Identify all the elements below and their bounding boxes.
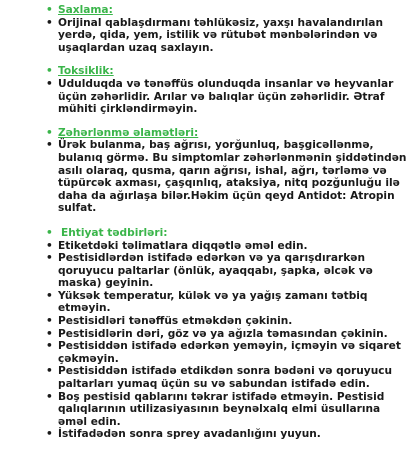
toxicity-item: • Udulduqda və tənəffüs olunduqda insanlar və heyvanlar üçün zəhərlidir. Arılar və balıqlar üçün zəhərlidir. Ətraf mühiti çirkləndirməyin. [0, 78, 415, 116]
toxicity-heading: • Toksiklik: [0, 65, 415, 78]
precaution-item: • Pestisidləri tənəffüs etməkdən çəkinin. [0, 315, 415, 328]
section-storage [0, 4, 415, 54]
precautions-list [0, 227, 415, 441]
toxicity-list [0, 65, 415, 115]
storage-list [0, 4, 415, 54]
section-poisoning-symptoms [0, 127, 415, 215]
precaution-item: • Boş pestisid qablarını təkrar istifadə etməyin. Pestisid qalıqlarının utilizasiyasının beynəlxalq elmi üsullarına əməl edin. [0, 391, 415, 429]
section-toxicity [0, 65, 415, 115]
symptoms-heading: • Zəhərlənmə əlamətləri: [0, 127, 415, 140]
precaution-item: • Pestisiddən istifadə etdikdən sonra bədəni və qoruyucu paltarları yumaq üçün su və sabundan istifadə edin. [0, 365, 415, 390]
precaution-item: • Pestisidlərdən istifadə edərkən və ya qarışdırarkən qoruyucu paltarlar (önlük, ayaqqabı, şapka, əlcək və maska) geyinin. [0, 252, 415, 290]
spacer [0, 215, 415, 227]
spacer [0, 116, 415, 127]
storage-item: • Orijinal qablaşdırmanı təhlükəsiz, yaxşı havalandırılan yerdə, qida, yem, istilik və rütubət mənbələrindən və uşaqlardan uzaq saxlayın. [0, 17, 415, 55]
symptoms-list [0, 127, 415, 215]
precaution-item: • Pestisidlərin dəri, göz və ya ağızla təmasından çəkinin. [0, 328, 415, 341]
precaution-item: • Yüksək temperatur, külək və ya yağış zamanı tətbiq etməyin. [0, 290, 415, 315]
spacer [0, 54, 415, 65]
precaution-item: • Pestisiddən istifadə edərkən yeməyin, içməyin və siqaret çəkməyin. [0, 340, 415, 365]
precaution-item: • Etiketdəki təlimatlara diqqətlə əməl edin. [0, 240, 415, 253]
document-body [0, 4, 415, 441]
precaution-item: • İstifadədən sonra sprey avadanlığını yuyun. [0, 428, 415, 441]
storage-heading: • Saxlama: [0, 4, 415, 17]
symptoms-item: • Ürək bulanma, baş ağrısı, yorğunluq, başgicəllənmə, bulanıq görmə. Bu simptomlar zəhərlənmənin şiddətindən asılı olaraq, qusma, qarın ağrısı, ishal, ağrı, tərləmə və tüpürcək axması, çaşqınlıq, ataksiya, nitq pozğunluğu ilə daha da ağırlaşa bilər.Həkim üçün qeyd Antidot: Atropin sulfat. [0, 139, 415, 215]
section-precautions [0, 227, 415, 441]
precautions-heading: • Ehtiyat tədbirləri: [0, 227, 415, 240]
